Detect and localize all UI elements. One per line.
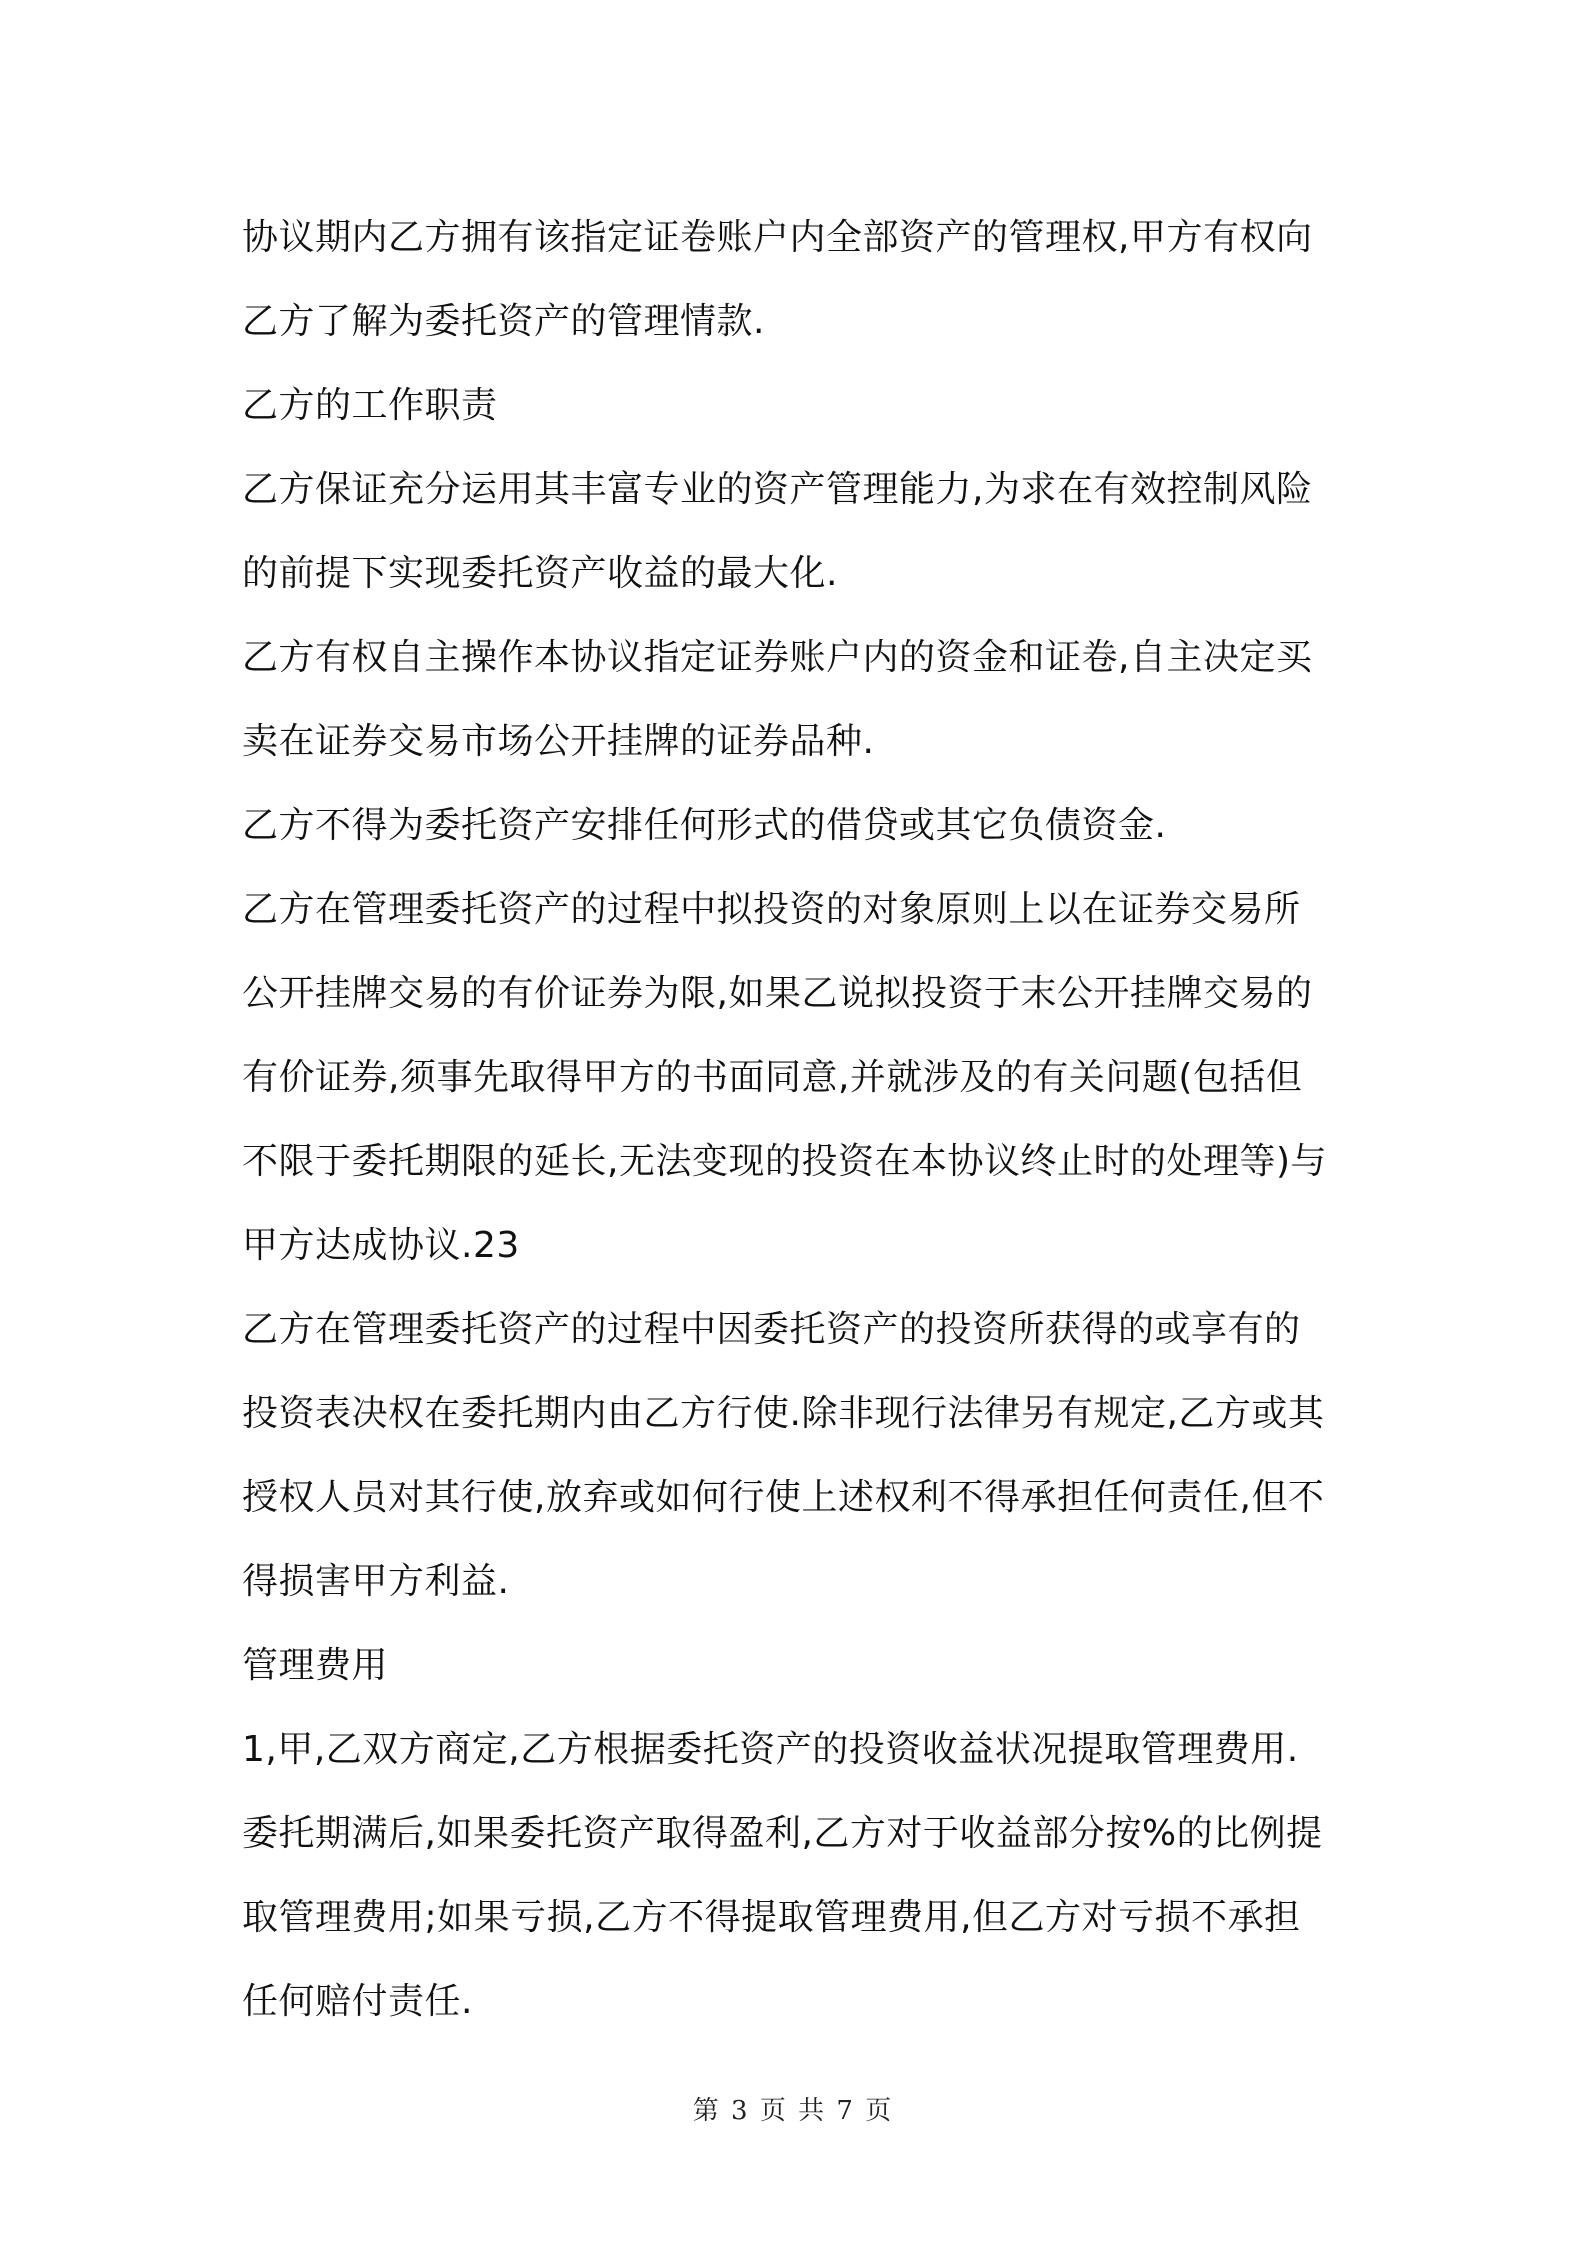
- text-line: 乙方在管理委托资产的过程中拟投资的对象原则上以在证券交易所: [242, 889, 1301, 930]
- text-line: 乙方保证充分运用其丰富专业的资产管理能力,为求在有效控制风险: [242, 469, 1313, 510]
- text-line: 甲方达成协议.23: [242, 1225, 520, 1266]
- text-line: 乙方了解为委托资产的管理情款.: [242, 301, 765, 342]
- text-line: 有价证券,须事先取得甲方的书面同意,并就涉及的有关问题(包括但: [242, 1057, 1303, 1098]
- text-line: 授权人员对其行使,放弃或如何行使上述权利不得承担任何责任,但不: [242, 1477, 1325, 1518]
- text-line: 1,甲,乙双方商定,乙方根据委托资产的投资收益状况提取管理费用.: [242, 1729, 1299, 1770]
- text-line: 取管理费用;如果亏损,乙方不得提取管理费用,但乙方对亏损不承担: [242, 1897, 1301, 1938]
- document-body: [242, 196, 1362, 2044]
- text-line: 协议期内乙方拥有该指定证卷账户内全部资产的管理权,甲方有权向: [242, 217, 1313, 258]
- text-line: 任何赔付责任.: [242, 1981, 473, 2022]
- text-line: 委托期满后,如果委托资产取得盈利,乙方对于收益部分按%的比例提: [242, 1813, 1323, 1854]
- text-line: 的前提下实现委托资产收益的最大化.: [242, 553, 838, 594]
- text-line: 公开挂牌交易的有价证券为限,如果乙说拟投资于末公开挂牌交易的: [242, 973, 1313, 1014]
- section-heading: 乙方的工作职责: [242, 385, 498, 426]
- text-line: 得损害甲方利益.: [242, 1561, 510, 1602]
- text-line: 乙方在管理委托资产的过程中因委托资产的投资所获得的或享有的: [242, 1309, 1301, 1350]
- text-line: 投资表决权在委托期内由乙方行使.除非现行法律另有规定,乙方或其: [242, 1393, 1325, 1434]
- text-line: 乙方不得为委托资产安排任何形式的借贷或其它负债资金.: [242, 805, 1167, 846]
- text-line: 卖在证券交易市场公开挂牌的证券品种.: [242, 721, 875, 762]
- text-line: 乙方有权自主操作本协议指定证券账户内的资金和证卷,自主决定买: [242, 637, 1313, 678]
- page-number: 第 3 页 共 7 页: [692, 2096, 894, 2126]
- section-heading: 管理费用: [242, 1645, 389, 1686]
- text-line: 不限于委托期限的延长,无法变现的投资在本协议终止时的处理等)与: [242, 1141, 1327, 1182]
